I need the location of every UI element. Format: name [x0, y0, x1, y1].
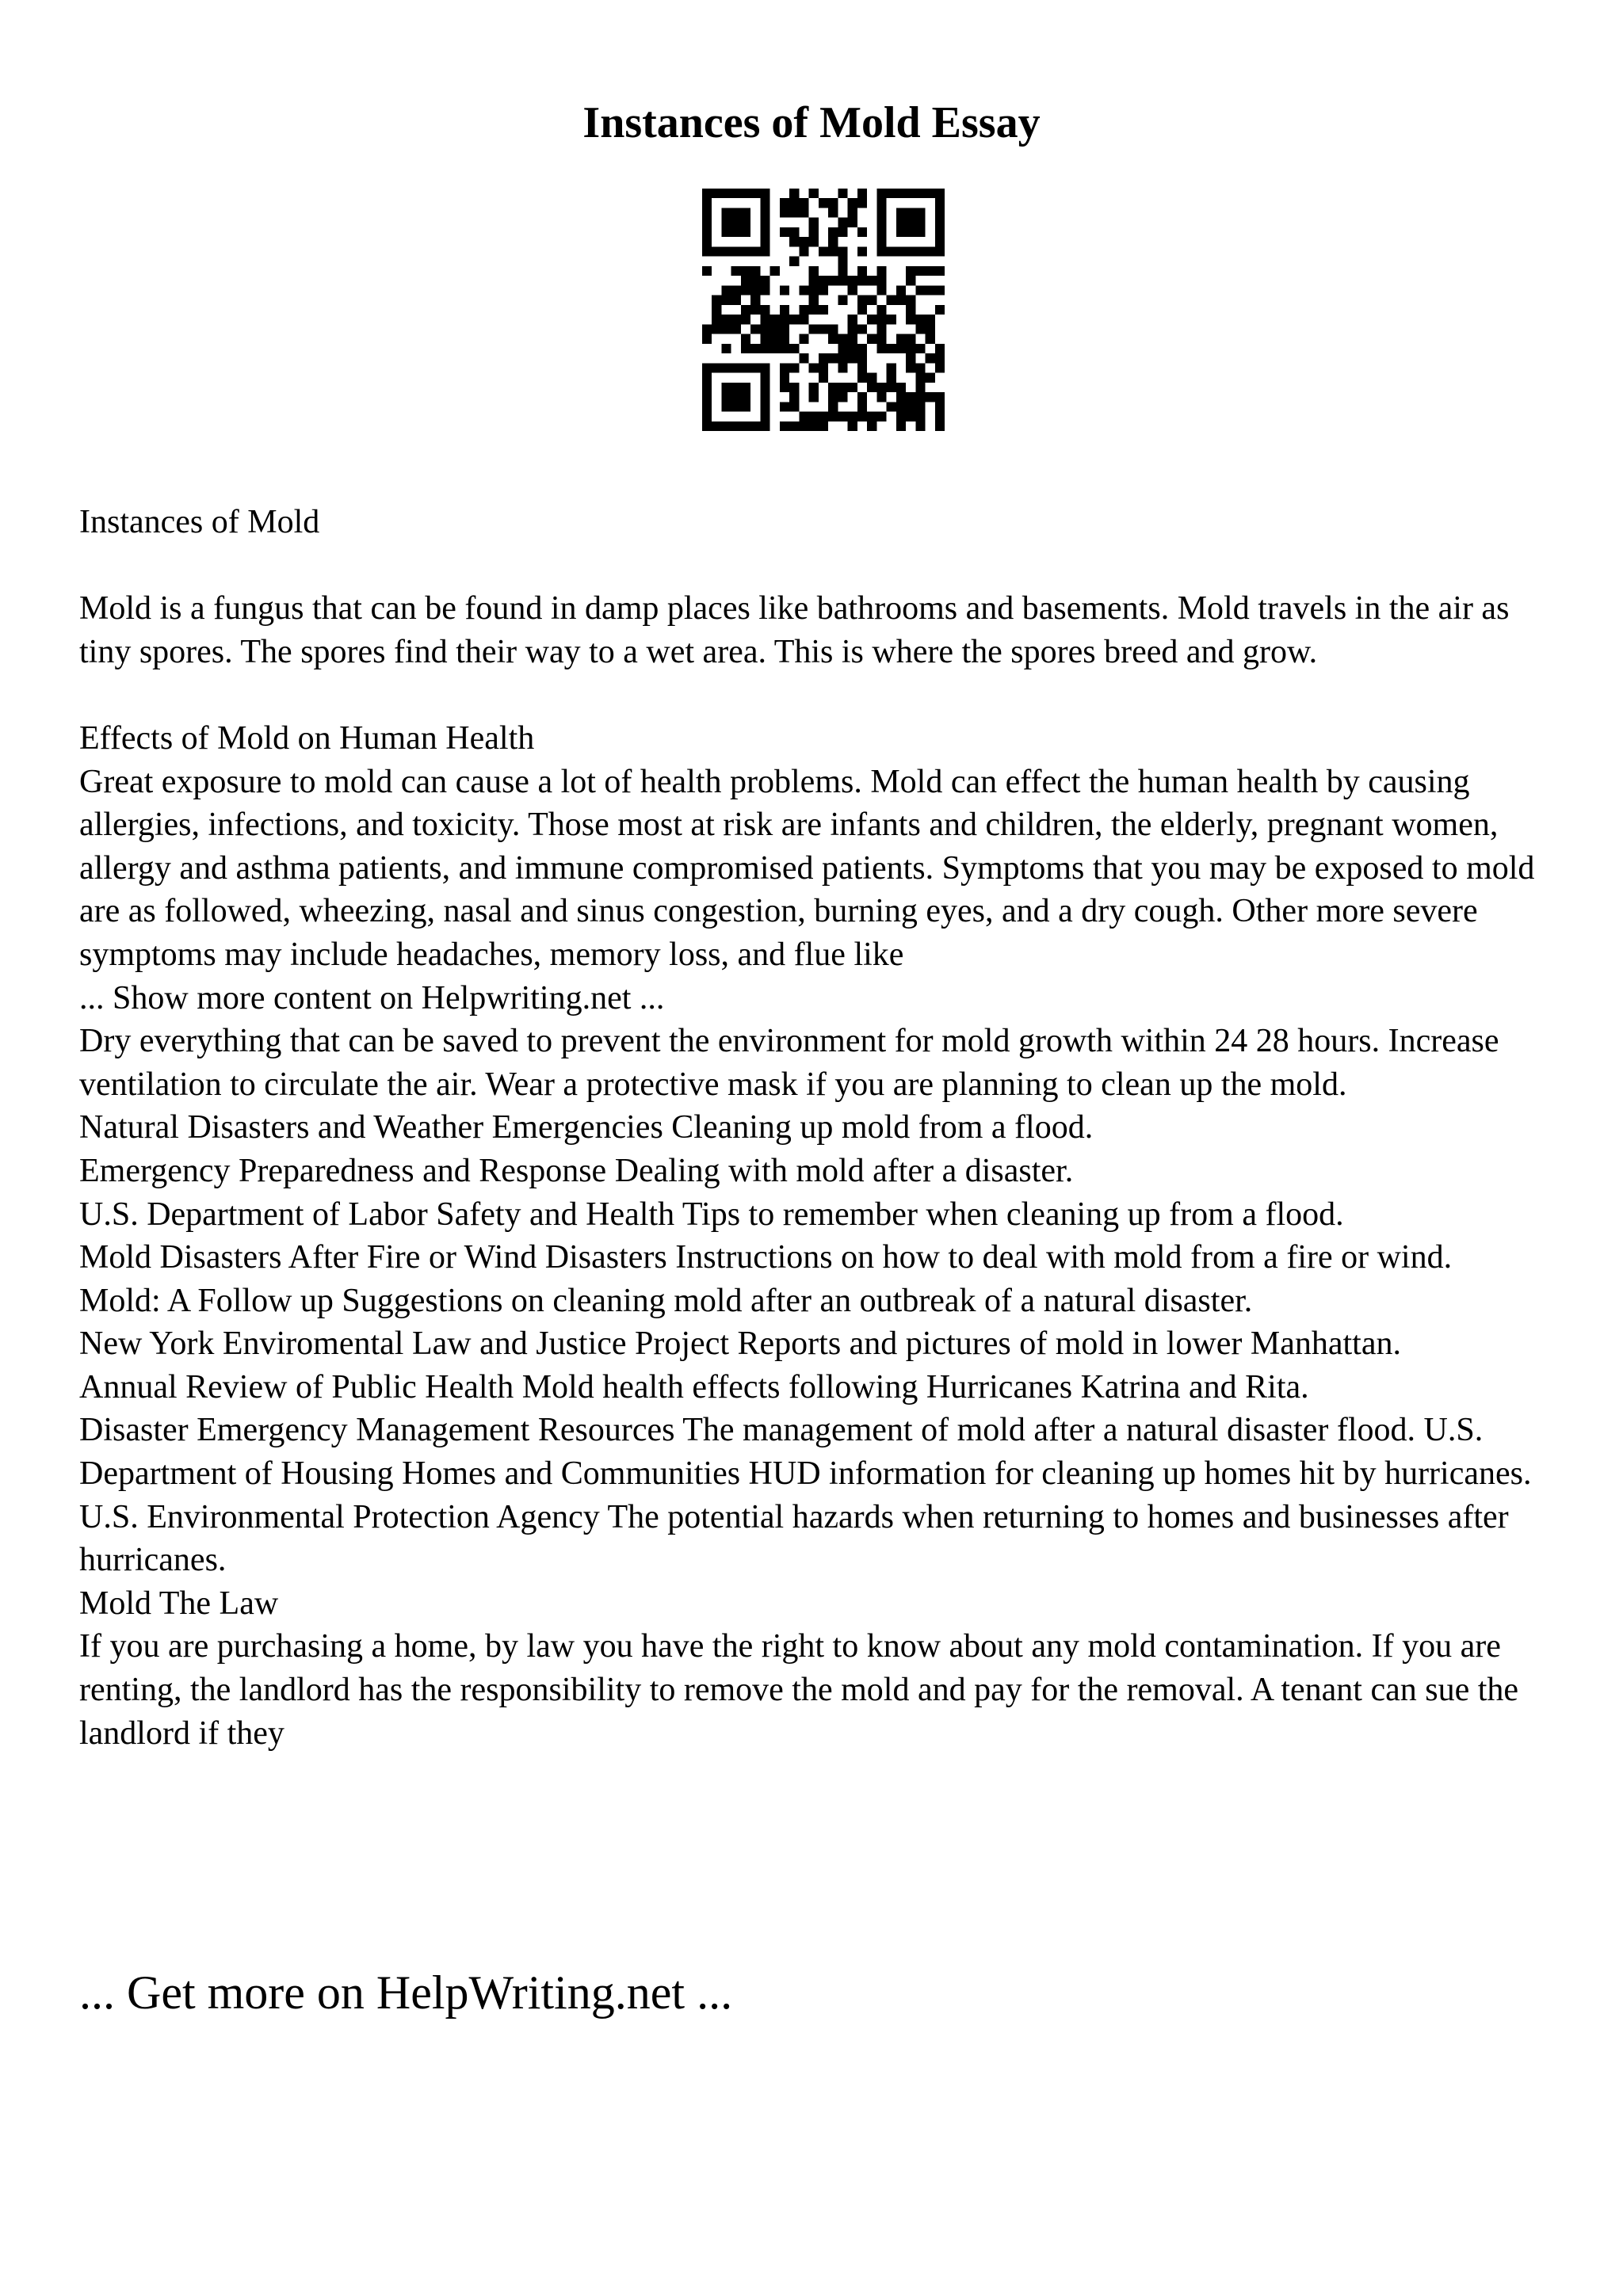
dry-paragraph: Dry everything that can be saved to prevent the environment for mold growth within 24 28 hours. Increase ventilation to circulate the air. Wear a protective mask if you are planning to clean up the mold. [79, 1023, 1499, 1103]
resource-item: Mold: A Follow up Suggestions on cleaning mold after an outbreak of a natural disaster. [79, 1282, 1253, 1319]
get-more-link[interactable]: ... Get more on HelpWriting.net ... [79, 1966, 733, 2019]
page-title: Instances of Mold Essay [582, 98, 1041, 147]
essay-heading: Instances of Mold [79, 504, 320, 540]
resource-item: U.S. Environmental Protection Agency The potential hazards when returning to homes and businesses after hurricanes. [79, 1498, 1509, 1579]
show-more-link[interactable]: ... Show more content on Helpwriting.net ... [79, 979, 665, 1016]
section-paragraph: Great exposure to mold can cause a lot of health problems. Mold can effect the human health by causing allergies, infections, and toxicity. Those most at risk are infants and children, the elderly, pregnant women, allergy and asthma patients, and immune compromised patients. Symptoms that you may be exposed to mold are as followed, wheezing, nasal and sinus congestion, burning eyes, and a dry cough. Other more severe symptoms may include headaches, memory loss, and flue like [79, 763, 1535, 973]
law-paragraph: If you are purchasing a home, by law you have the right to know about any mold contamination. If you are renting, the landlord has the responsibility to remove the mold and pay for the removal. A tenant can sue the landlord if they [79, 1628, 1519, 1752]
intro-paragraph: Mold is a fungus that can be found in damp places like bathrooms and basements. Mold travels in the air as tiny spores. The spores find their way to a wet area. This is where the spores breed and grow. [79, 590, 1510, 670]
resource-item: U.S. Department of Labor Safety and Health Tips to remember when cleaning up from a flood. [79, 1196, 1344, 1233]
essay-body [79, 501, 1561, 1755]
resource-item: Mold Disasters After Fire or Wind Disasters Instructions on how to deal with mold from a fire or wind. [79, 1239, 1453, 1276]
section-heading: Effects of Mold on Human Health [79, 719, 535, 757]
resource-item: Disaster Emergency Management Resources The management of mold after a natural disaster flood. U.S. Department of Housing Homes and Communities HUD information for cleaning up homes hit by hurricanes. [79, 1412, 1532, 1493]
resource-item: Annual Review of Public Health Mold health effects following Hurricanes Katrina and Rita. [79, 1368, 1309, 1405]
resource-item: Emergency Preparedness and Response Dealing with mold after a disaster. [79, 1152, 1074, 1189]
resource-item: New York Enviromental Law and Justice Project Reports and pictures of mold in lower Manhattan. [79, 1325, 1401, 1363]
qr-code-icon [702, 189, 945, 431]
law-heading: Mold The Law [79, 1585, 279, 1622]
resource-item: Natural Disasters and Weather Emergencies Cleaning up mold from a flood. [79, 1109, 1094, 1146]
